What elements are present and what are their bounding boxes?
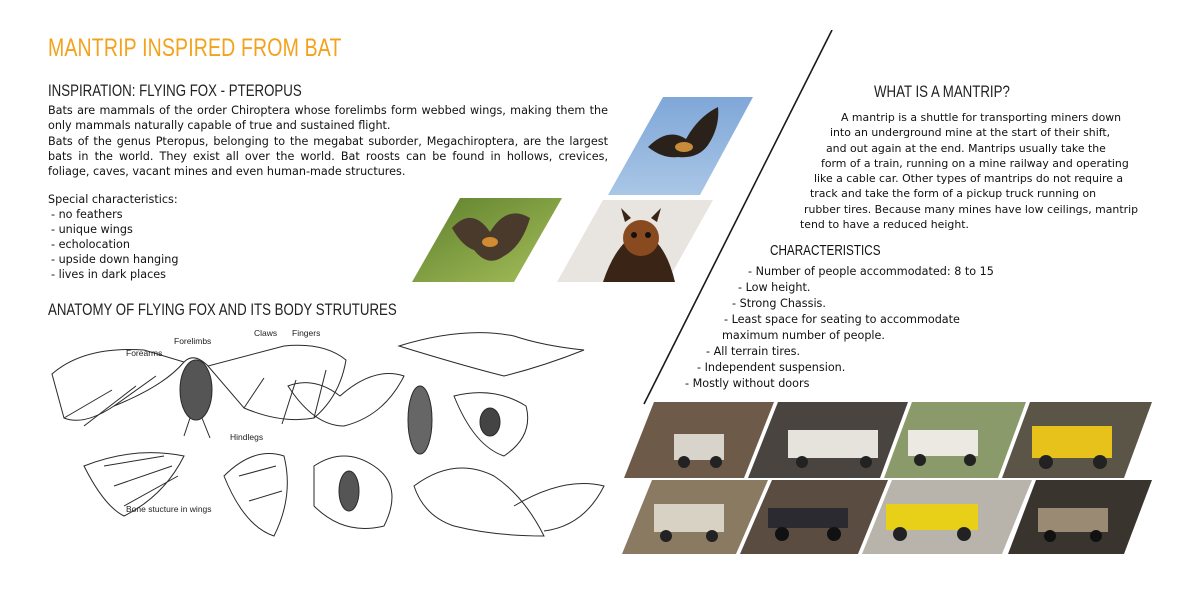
anatomy-heading: ANATOMY OF FLYING FOX AND ITS BODY STRUTURES [48,300,397,319]
bat-anatomy-sketches [44,326,644,556]
label-claws: Claws [254,328,278,338]
what-line: track and take the form of a pickup truck running on [810,187,1097,201]
characteristics-heading: CHARACTERISTICS [770,242,881,259]
characteristics-list [680,264,994,392]
special-characteristics [48,192,178,282]
characteristic-item: - Least space for seating to accommodate [724,313,960,326]
special-item: - lives in dark places [51,268,166,281]
characteristic-item: - Low height. [738,281,811,294]
special-item: - upside down hanging [51,253,179,266]
inspiration-paragraph-2: Bats of the genus Pteropus, belonging to the megabat suborder, Megachiroptera, are the largest bats in the world. They exist all over the world. Bat roosts can be found in hollows, crevices, foliage, caves, vacant mines and even human-made structures. [48,134,608,179]
mantrip-description [800,110,1152,232]
what-heading: WHAT IS A MANTRIP? [874,82,1010,101]
inspiration-text [48,103,608,179]
special-item: - echolocation [51,238,130,251]
special-heading: Special characteristics: [48,193,178,206]
what-line: and out again at the end. Mantrips usually take the [826,141,1106,155]
bat-photo-forest [412,198,562,282]
what-line: rubber tires. Because many mines have low ceilings, mantrip [804,202,1139,216]
what-line: form of a train, running on a mine railway and operating [821,156,1129,170]
characteristic-item: - All terrain tires. [706,345,801,358]
characteristic-item: maximum number of people. [722,329,885,342]
characteristic-item: - Number of people accommodated: 8 to 15 [748,265,994,278]
label-hindlegs: Hindlegs [230,432,264,442]
mantrip-photo-grid [618,400,1190,556]
what-line: tend to have a reduced height. [800,218,969,232]
label-forelimbs: Forelimbs [174,336,212,346]
characteristic-item: - Mostly without doors [685,377,810,390]
what-line: A mantrip is a shuttle for transporting miners down [841,111,1122,124]
characteristic-item: - Independent suspension. [697,361,846,374]
inspiration-heading: INSPIRATION: FLYING FOX - PTEROPUS [48,81,302,100]
what-line: into an underground mine at the start of their shift, [830,126,1111,140]
label-bone-structure: Bone stucture in wings [126,504,212,514]
special-list [48,207,178,282]
label-fingers: Fingers [292,328,321,338]
inspiration-paragraph-1: Bats are mammals of the order Chiroptera whose forelimbs form webbed wings, making them the only mammals naturally capable of true and sustained flight. [48,104,608,133]
what-line: like a cable car. Other types of mantrips do not require a [814,172,1124,186]
page-title: MANTRIP INSPIRED FROM BAT [48,34,342,62]
special-item: - unique wings [51,223,133,236]
label-forearms: Forearms [126,348,163,358]
special-item: - no feathers [51,208,123,221]
characteristic-item: - Strong Chassis. [732,297,826,310]
